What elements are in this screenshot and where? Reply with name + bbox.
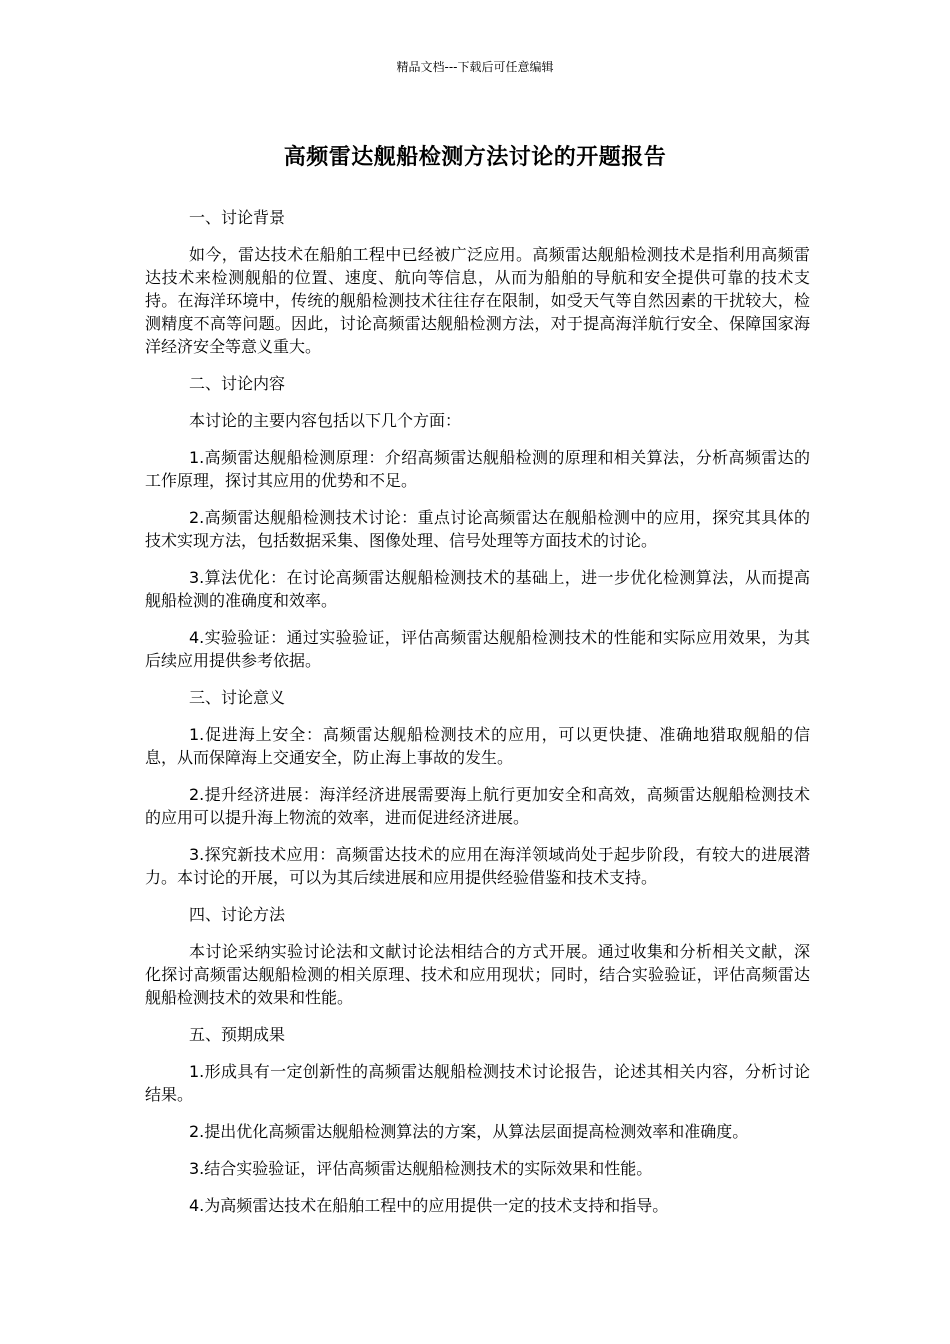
- document-body: [145, 206, 810, 1231]
- paragraph: 本讨论的主要内容包括以下几个方面：: [189, 411, 462, 430]
- page-header: 精品文档---下载后可任意编辑: [396, 60, 554, 74]
- document-title: 高频雷达舰船检测方法讨论的开题报告: [283, 145, 667, 170]
- paragraph: 4.实验验证：通过实验验证，评估高频雷达舰船检测技术的性能和实际应用效果，为其后续应用提供参考依据。: [145, 628, 810, 670]
- paragraph: 3.算法优化：在讨论高频雷达舰船检测技术的基础上，进一步优化检测算法，从而提高舰船检测的准确度和效率。: [145, 568, 810, 610]
- paragraph: 1.促进海上安全：高频雷达舰船检测技术的应用，可以更快捷、准确地猎取舰船的信息，从而保障海上交通安全，防止海上事故的发生。: [145, 725, 810, 767]
- paragraph: 4.为高频雷达技术在船舶工程中的应用提供一定的技术支持和指导。: [189, 1196, 669, 1215]
- section-heading-background: 一、讨论背景: [189, 208, 286, 227]
- paragraph: 2.提升经济进展：海洋经济进展需要海上航行更加安全和高效，高频雷达舰船检测技术的应用可以提升海上物流的效率，进而促进经济进展。: [145, 785, 810, 827]
- paragraph: 3.探究新技术应用：高频雷达技术的应用在海洋领域尚处于起步阶段，有较大的进展潜力。本讨论的开展，可以为其后续进展和应用提供经验借鉴和技术支持。: [145, 845, 810, 887]
- paragraph: 1.形成具有一定创新性的高频雷达舰船检测技术讨论报告，论述其相关内容，分析讨论结果。: [145, 1062, 810, 1104]
- section-heading-content: 二、讨论内容: [189, 374, 286, 393]
- section-heading-significance: 三、讨论意义: [189, 688, 286, 707]
- paragraph: 3.结合实验验证，评估高频雷达舰船检测技术的实际效果和性能。: [189, 1159, 653, 1178]
- paragraph: 本讨论采纳实验讨论法和文献讨论法相结合的方式开展。通过收集和分析相关文献，深化探讨高频雷达舰船检测的相关原理、技术和应用现状；同时，结合实验验证，评估高频雷达舰船检测技术的效果和性能。: [145, 942, 810, 1007]
- section-heading-method: 四、讨论方法: [189, 905, 286, 924]
- section-heading-expected-results: 五、预期成果: [189, 1025, 286, 1044]
- paragraph: 2.提出优化高频雷达舰船检测算法的方案，从算法层面提高检测效率和准确度。: [189, 1122, 749, 1141]
- paragraph: 如今，雷达技术在船舶工程中已经被广泛应用。高频雷达舰船检测技术是指利用高频雷达技术来检测舰船的位置、速度、航向等信息，从而为船舶的导航和安全提供可靠的技术支持。在海洋环境中，传统的舰船检测技术往往存在限制，如受天气等自然因素的干扰较大，检测精度不高等问题。因此，讨论高频雷达舰船检测方法，对于提高海洋航行安全、保障国家海洋经济安全等意义重大。: [145, 245, 810, 356]
- paragraph: 2.高频雷达舰船检测技术讨论：重点讨论高频雷达在舰船检测中的应用，探究其具体的技术实现方法，包括数据采集、图像处理、信号处理等方面技术的讨论。: [145, 508, 810, 550]
- paragraph: 1.高频雷达舰船检测原理：介绍高频雷达舰船检测的原理和相关算法，分析高频雷达的工作原理，探讨其应用的优势和不足。: [145, 448, 810, 490]
